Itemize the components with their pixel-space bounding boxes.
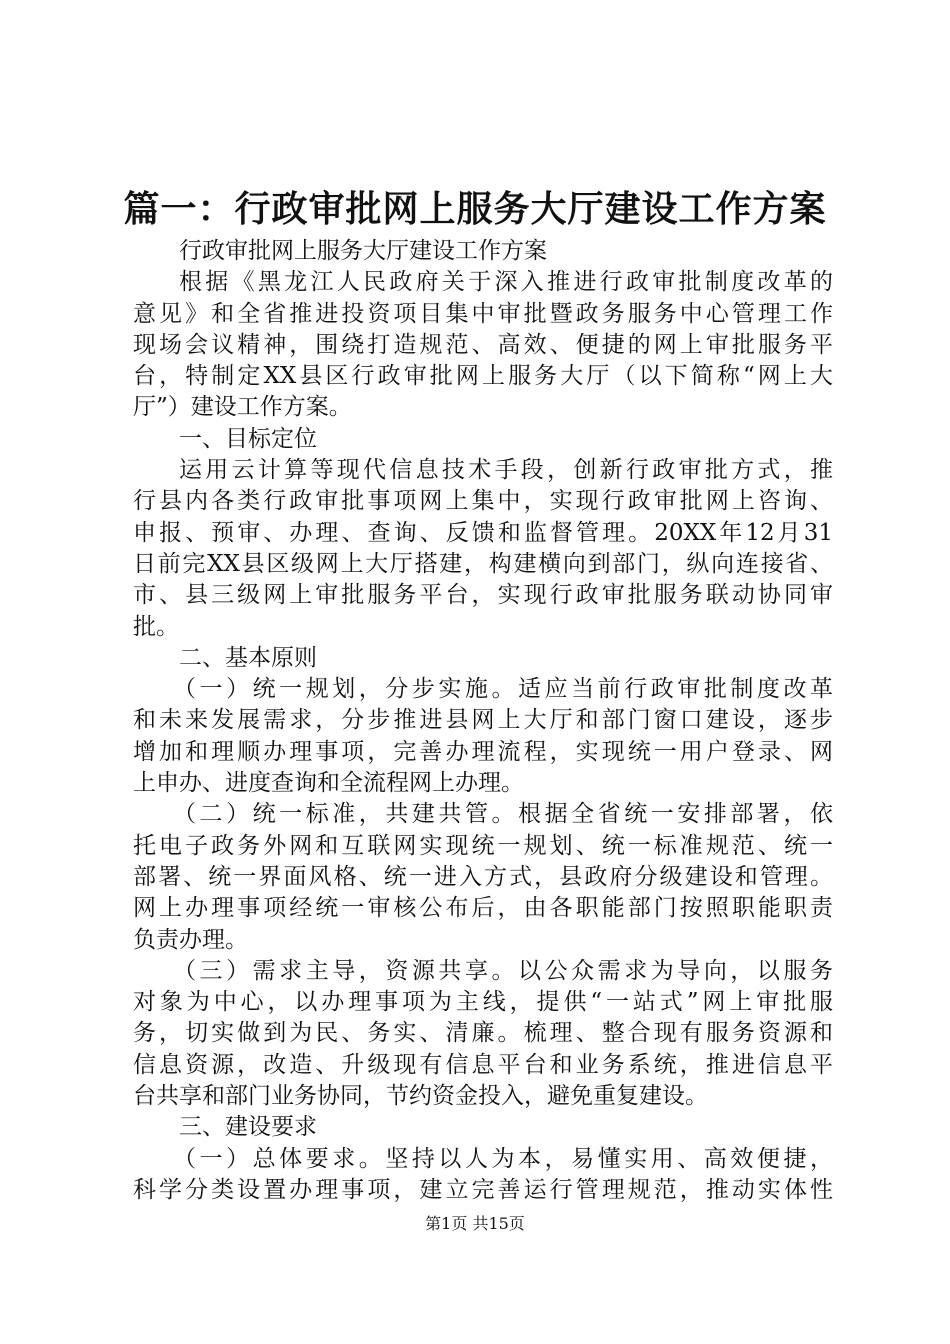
paragraph-line: 对象为中心，以办理事项为主线，提供“一站式”网上审批服: [133, 989, 833, 1016]
paragraph-line: （一）统一规划，分步实施。适应当前行政审批制度改革: [173, 676, 833, 703]
paragraph-line: 行县内各类行政审批事项网上集中，实现行政审批网上咨询、: [133, 488, 833, 515]
paragraph-line: 日前完XX县区级网上大厅搭建，构建横向到部门，纵向连接省、: [133, 550, 833, 577]
paragraph-line: 增加和理顺办理事项，完善办理流程，实现统一用户登录、网: [133, 738, 833, 765]
paragraph-line: 批。: [133, 613, 179, 640]
paragraph-line: 台共享和部门业务协同，节约资金投入，避免重复建设。: [133, 1083, 708, 1110]
paragraph-line: （三）需求主导，资源共享。以公众需求为导向，以服务: [173, 957, 833, 984]
paragraph-line: （二）统一标准，共建共管。根据全省统一安排部署，依: [173, 801, 833, 828]
subtitle-line: 行政审批网上服务大厅建设工作方案: [179, 238, 547, 264]
document-body: [133, 236, 833, 1206]
paragraph-line: 科学分类设置办理事项，建立完善运行管理规范，推动实体性: [133, 1176, 833, 1203]
paragraph-line: 根据《黑龙江人民政府关于深入推进行政审批制度改革的: [179, 269, 833, 296]
document-title: 篇一：行政审批网上服务大厅建设工作方案: [123, 188, 827, 230]
paragraph-line: （一）总体要求。坚持以人为本，易懂实用、高效便捷，: [173, 1145, 833, 1172]
paragraph-line: 信息资源，改造、升级现有信息平台和业务系统，推进信息平: [133, 1051, 833, 1078]
section-heading: 一、目标定位: [179, 425, 317, 452]
section-heading: 三、建设要求: [179, 1114, 317, 1141]
paragraph-line: 台，特制定XX县区行政审批网上服务大厅（以下简称“网上大: [133, 363, 833, 390]
paragraph-line: 意见》和全省推进投资项目集中审批暨政务服务中心管理工作: [133, 300, 833, 327]
page-footer: 第1页 共15页: [425, 1214, 525, 1233]
paragraph-line: 市、县三级网上审批服务平台，实现行政审批服务联动协同审: [133, 582, 833, 609]
paragraph-line: 运用云计算等现代信息技术手段，创新行政审批方式，推: [179, 457, 833, 484]
paragraph-line: 部署、统一界面风格、统一进入方式，县政府分级建设和管理。: [133, 863, 833, 890]
paragraph-line: 上申办、进度查询和全流程网上办理。: [133, 770, 524, 797]
section-heading: 二、基本原则: [179, 644, 317, 671]
paragraph-line: 网上办理事项经统一审核公布后，由各职能部门按照职能职责: [133, 895, 833, 922]
paragraph-line: 申报、预审、办理、查询、反馈和监督管理。20XX年12月31: [133, 519, 833, 546]
paragraph-line: 务，切实做到为民、务实、清廉。梳理、整合现有服务资源和: [133, 1020, 833, 1047]
paragraph-line: 和未来发展需求，分步推进县网上大厅和部门窗口建设，逐步: [133, 707, 833, 734]
paragraph-line: 厅”）建设工作方案。: [133, 394, 352, 421]
paragraph-line: 负责办理。: [133, 926, 248, 953]
paragraph-line: 托电子政务外网和互联网实现统一规划、统一标准规范、统一: [133, 832, 833, 859]
paragraph-line: 现场会议精神，围绕打造规范、高效、便捷的网上审批服务平: [133, 331, 833, 358]
